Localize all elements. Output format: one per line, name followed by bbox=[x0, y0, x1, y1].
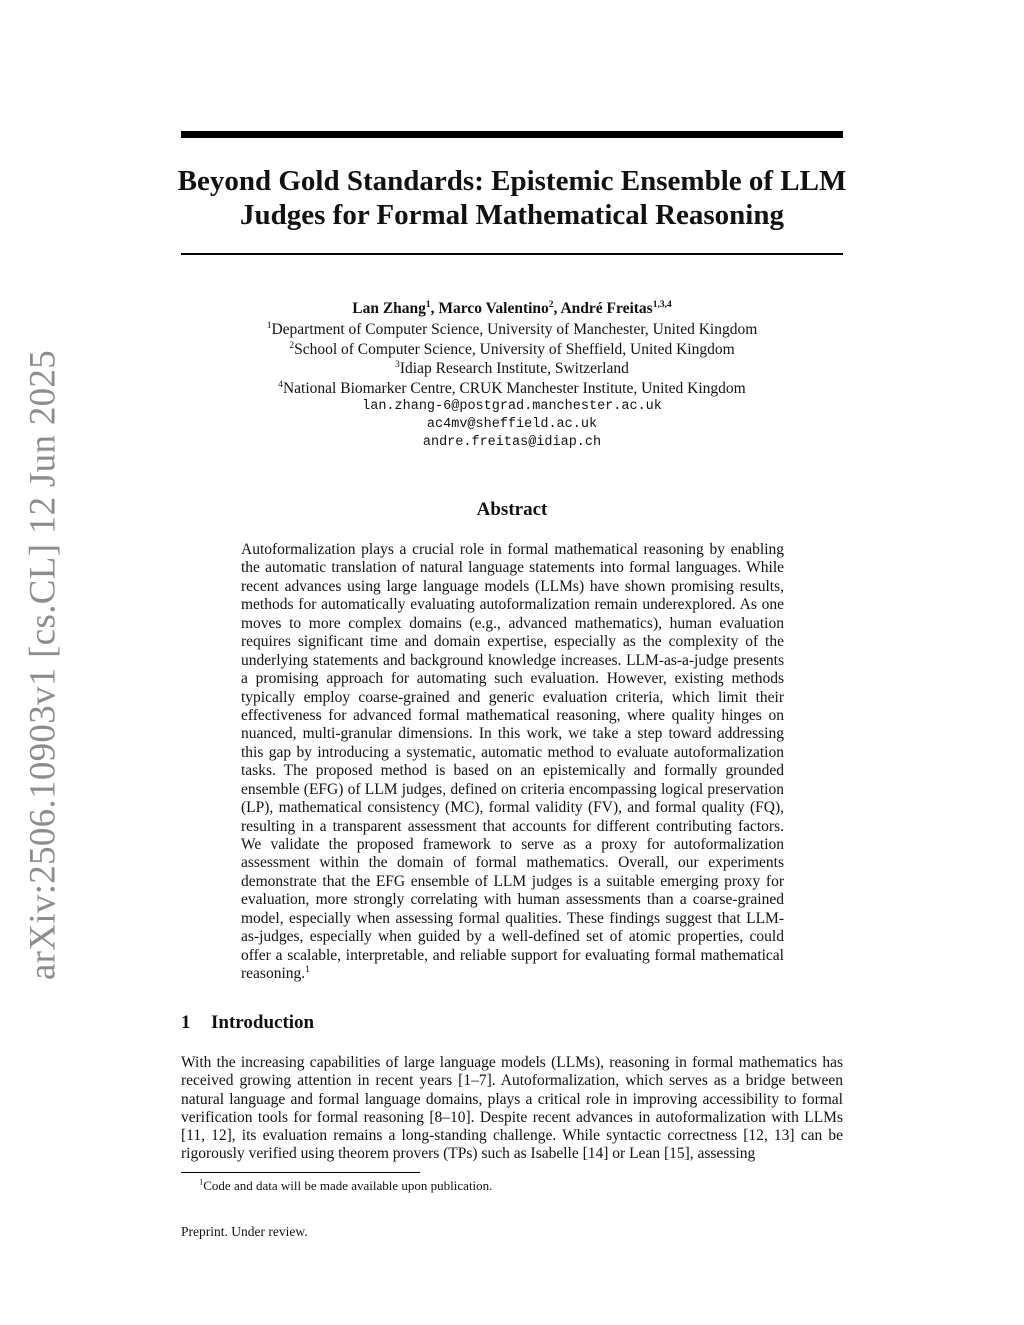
footnote-mark: 1 bbox=[199, 1176, 204, 1187]
author-affiliation-mark: 1,3,4 bbox=[652, 299, 672, 310]
author-block bbox=[181, 298, 843, 452]
section-number: 1 bbox=[181, 1012, 191, 1033]
author-email: ac4mv@sheffield.ac.uk bbox=[426, 417, 598, 432]
title-bottom-rule bbox=[181, 253, 843, 255]
affiliation-mark: 1 bbox=[266, 320, 272, 331]
affiliation-mark: 2 bbox=[289, 340, 295, 351]
arxiv-identifier-text: arXiv:2506.10903v1 [cs.CL] 12 Jun 2025 bbox=[22, 349, 64, 981]
footnote-reference-mark: 1 bbox=[305, 964, 310, 975]
affiliation-text: Idiap Research Institute, Switzerland bbox=[399, 360, 629, 377]
affiliation-text: Department of Computer Science, University of Manchester, United Kingdom bbox=[271, 321, 758, 338]
affiliation-line bbox=[181, 320, 843, 340]
affiliation-line bbox=[181, 359, 843, 379]
affiliation-mark: 3 bbox=[395, 359, 400, 370]
section-heading-introduction bbox=[181, 1012, 314, 1034]
affiliation-line bbox=[181, 379, 843, 399]
arxiv-identifier-stamp bbox=[14, 349, 72, 981]
abstract-body bbox=[241, 541, 784, 984]
affiliation-mark: 4 bbox=[278, 379, 283, 390]
affiliation-text: School of Computer Science, University of Sheffield, United Kingdom bbox=[294, 340, 735, 358]
paper-title bbox=[170, 164, 854, 232]
author-affiliation-mark: 1 bbox=[425, 299, 431, 310]
author-name: André Freitas bbox=[560, 300, 653, 317]
footnote-rule bbox=[181, 1172, 420, 1173]
abstract-text: Autoformalization plays a crucial role in formal mathematical reasoning by enabling the automatic translation of natural language statements into formal languages. While recent advances using large language models (LLMs) have shown promising results, methods for automatically evaluating autoformalization remain underexplored. As one moves to more complex domains (e.g., advanced mathematics), human evaluation requires significant time and domain expertise, especially as the complexity of the underlying statements and background knowledge increases. LLM-as-a-judge presents a promising approach for automating such evaluation. However, existing methods typically employ coarse-grained and generic evaluation criteria, which limit their effectiveness for advanced formal mathematical reasoning, where quality hinges on nuanced, multi-granular dimensions. In this work, we take a step toward addressing this gap by introducing a systematic, automatic method to evaluate autoformalization tasks. The proposed method is based on an epistemically and formally grounded ensemble (EFG) of LLM judges, defined on criteria encompassing logical preservation (LP), mathematical consistency (MC), formal validity (FV), and formal quality (FQ), resulting in a transparent assessment that accounts for different contributing factors. We validate the proposed framework to serve as a proxy for autoformalization assessment within the domain of formal mathematics. Overall, our experiments demonstrate that the EFG ensemble of LLM judges is a suitable emerging proxy for evaluation, more strongly correlating with human assessments than a coarse-grained model, especially when assessing formal qualities. These findings suggest that LLM-as-judges, especially when guided by a well-defined set of atomic properties, could offer a scalable, interpretable, and reliable support for evaluating formal mathematical reasoning. bbox=[241, 541, 784, 983]
section-title: Introduction bbox=[211, 1012, 315, 1033]
author-list: Lan Zhang$^1$, Marco Valentino$^2$, André Freitas$^{1,3,4}$ bbox=[352, 299, 672, 317]
author-name: Marco Valentino bbox=[438, 300, 549, 317]
author-affiliation-mark: 2 bbox=[548, 299, 554, 310]
author-name: Lan Zhang bbox=[352, 300, 426, 317]
affiliation-text: National Biomarker Centre, CRUK Manchester Institute, United Kingdom bbox=[282, 379, 746, 397]
page-footer: Preprint. Under review. bbox=[181, 1224, 308, 1239]
author-email: andre.freitas@idiap.ch bbox=[422, 435, 602, 450]
footnote-text: Code and data will be made available upon publication. bbox=[203, 1178, 493, 1193]
author-email: lan.zhang-6@postgrad.manchester.ac.uk bbox=[362, 399, 662, 414]
affiliation-line bbox=[181, 340, 843, 360]
title-line-2: Judges for Formal Mathematical Reasoning bbox=[240, 199, 784, 231]
abstract-heading: Abstract bbox=[476, 499, 548, 520]
title-line-1: Beyond Gold Standards: Epistemic Ensemble of LLM bbox=[177, 165, 847, 197]
title-top-rule bbox=[181, 131, 843, 138]
introduction-paragraph: With the increasing capabilities of large language models (LLMs), reasoning in formal mathematics has received growing attention in recent years [1–7]. Autoformalization, which serves as a bridge between natural language and formal language domains, plays a critical role in improving accessibility to formal verification tools for formal reasoning [8–10]. Despite recent advances in autoformalization with LLMs [11, 12], its evaluation remains a long-standing challenge. While syntactic correctness [12, 13] can be rigorously verified using theorem provers (TPs) such as Isabelle [14] or Lean [15], assessing bbox=[181, 1054, 843, 1163]
footnote bbox=[199, 1178, 492, 1194]
